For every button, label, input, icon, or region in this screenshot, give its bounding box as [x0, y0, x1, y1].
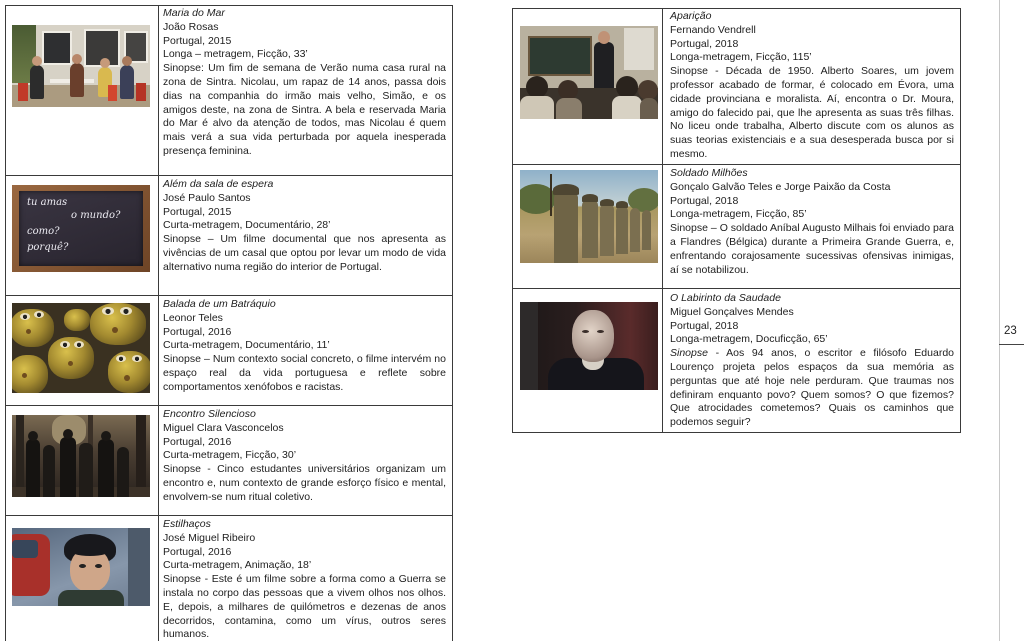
chair: [18, 83, 28, 101]
film-still-soldiers: [520, 170, 658, 263]
film-format: Longa-metragem, Ficção, 115’: [670, 51, 812, 64]
film-still-cell: [6, 516, 159, 641]
film-still-cell: [513, 289, 663, 432]
chalk-text: como?: [27, 226, 60, 237]
student: [526, 76, 548, 98]
fringe: [68, 542, 112, 556]
film-director: Miguel Clara Vasconcelos: [163, 421, 284, 434]
ceramic-frog: [48, 337, 94, 379]
synopsis-label: Sinopse: [670, 222, 708, 235]
film-still-forest-walk: [12, 415, 150, 497]
person: [43, 445, 55, 497]
film-country-year: Portugal, 2018: [670, 37, 739, 50]
tree: [16, 415, 24, 497]
film-synopsis: [670, 65, 954, 162]
chalkboard: [19, 191, 143, 266]
synopsis-label: Sinopse: [163, 463, 201, 476]
person: [120, 65, 134, 99]
chalk-text: tu amas: [27, 197, 68, 208]
soldier: [616, 206, 628, 254]
film-still-cell: [6, 406, 159, 515]
chalk-text: porquê?: [27, 242, 69, 253]
frog-eye: [74, 341, 84, 348]
frog-spot: [124, 375, 130, 381]
film-director: João Rosas: [163, 20, 219, 33]
soldier: [630, 208, 640, 252]
frog-eye: [132, 355, 142, 362]
film-country-year: Portugal, 2015: [163, 205, 232, 218]
head: [72, 54, 82, 64]
film-still-animated-boy: [12, 528, 150, 606]
student-shirt: [556, 98, 582, 119]
film-title: Balada de um Batráquio: [163, 298, 276, 310]
head: [32, 56, 42, 66]
film-still-ceramic-frogs: [12, 303, 150, 393]
synopsis-text: - Década de 1950. Alberto Soares, um jovem professor acabado de formar, é colocado em Évora, uma cidade provinciana e moralista. Aí, encontra o Dr. Moura, amigo do falecido pai, que lhe apresenta as suas três filhas. No liceu onde trabalha, Alberto discute com os alunos as suas teorias existenciais e a sua desesperada busca por si mesmo.: [670, 65, 954, 160]
eye: [95, 564, 102, 568]
person: [26, 439, 40, 497]
soldier: [642, 210, 651, 250]
head: [122, 56, 132, 66]
film-info: [159, 406, 452, 515]
helmet: [582, 194, 598, 202]
page-number-rule: [999, 344, 1024, 345]
film-title: O Labirinto da Saudade: [670, 292, 781, 304]
film-row-maria-do-mar: [6, 6, 452, 176]
frog-spot: [22, 373, 27, 378]
frog-spot: [26, 329, 31, 334]
car-window: [12, 540, 38, 558]
film-still-classroom: [520, 26, 658, 119]
synopsis-label: Sinopse: [163, 573, 201, 586]
eye: [582, 330, 589, 333]
head: [100, 58, 110, 68]
teacher-head: [598, 31, 610, 44]
film-info: [159, 516, 452, 641]
face: [572, 310, 614, 362]
window: [624, 28, 654, 70]
film-still-cell: [6, 176, 159, 295]
film-still-cell: [6, 296, 159, 405]
film-director: José Miguel Ribeiro: [163, 531, 256, 544]
film-director: José Paulo Santos: [163, 191, 251, 204]
head: [63, 429, 73, 439]
film-info: [663, 289, 960, 432]
chalk-text: o mundo?: [71, 210, 121, 221]
student-shirt: [612, 96, 642, 119]
film-info: [663, 165, 960, 288]
film-row-o-labirinto-da-saudade: [513, 289, 960, 432]
film-title: Maria do Mar: [163, 7, 225, 19]
film-synopsis: [670, 222, 954, 277]
frog-eye: [102, 307, 114, 315]
frog-eye: [116, 355, 126, 362]
film-director: Miguel Gonçalves Mendes: [670, 305, 794, 318]
film-still-cell: [6, 6, 159, 175]
wall: [520, 302, 538, 390]
film-title: Aparição: [670, 10, 712, 22]
helmet: [616, 201, 628, 208]
soldier: [600, 204, 614, 256]
film-table-left: [5, 5, 453, 641]
synopsis-label: Sinopse: [163, 353, 201, 366]
film-synopsis: [670, 347, 954, 430]
helmet: [600, 199, 614, 206]
blackboard: [528, 36, 592, 76]
rifle: [550, 174, 552, 216]
soldier: [554, 192, 578, 263]
film-info: [159, 6, 452, 175]
ceramic-frog: [64, 309, 90, 331]
film-title: Soldado Milhões: [670, 167, 748, 179]
synopsis-text: - Aos 94 anos, o escritor e filósofo Eduardo Lourenço projeta pelos espaços da sua memória as perguntas que até hoje nele perduram. Que traumas nos definiram enquanto povo? Quem somos? O que fizemos? Que atrocidades cometemos? Quais os caminhos que podemos seguir?: [670, 347, 954, 429]
synopsis-text: - Cinco estudantes universitários organizam um encontro e, num contexto de grande esforço físico e mental, envolvem-se num ritual coletivo.: [163, 463, 446, 503]
ceramic-frog: [108, 351, 150, 393]
film-synopsis: [163, 233, 446, 274]
film-format: Longa-metragem, Docuficção, 65’: [670, 333, 828, 346]
frog-eye: [60, 341, 70, 348]
film-synopsis: [163, 62, 446, 159]
frog-eye: [34, 311, 44, 318]
film-format: Curta-metragem, Documentário, 11’: [163, 339, 330, 352]
person: [79, 443, 93, 497]
helmet: [553, 184, 579, 195]
synopsis-label: Sinopse: [670, 65, 708, 78]
head: [101, 431, 111, 441]
film-still-maria-do-mar: [12, 25, 150, 107]
ceramic-frog: [90, 303, 146, 345]
synopsis-label: Sinopse: [670, 347, 708, 360]
synopsis-label: Sinopse: [163, 62, 201, 75]
ceramic-frog: [12, 309, 54, 347]
person: [70, 63, 84, 97]
film-country-year: Portugal, 2016: [163, 545, 232, 558]
synopsis-text: – Um filme documental que nos apresenta as vivências de um casal que optou por levar um modo de vida alternativo numa região do interior de Portugal.: [163, 233, 446, 273]
film-row-aparicao: [513, 9, 960, 165]
eye: [597, 330, 604, 333]
head: [28, 431, 38, 441]
film-still-cell: [513, 9, 663, 164]
window: [42, 31, 72, 65]
film-format: Curta-metragem, Animação, 18’: [163, 559, 312, 572]
frog-spot: [68, 361, 73, 366]
film-format: Curta-metragem, Documentário, 28’: [163, 219, 331, 232]
frog-eye: [20, 313, 30, 320]
film-row-estilhacos: [6, 516, 452, 641]
film-row-alem-da-sala-de-espera: [6, 176, 452, 296]
tree: [136, 415, 146, 497]
student-shirt: [520, 96, 554, 119]
shirt: [58, 590, 124, 606]
synopsis-text: – O soldado Aníbal Augusto Milhais foi enviado para a Flandres (Bélgica) durante a Primeira Grande Guerra, e, enfrentando corajosamente sucessivas ofensivas inimigas, aí se notabilizou.: [670, 222, 954, 276]
person: [60, 437, 76, 497]
film-format: Longa-metragem, Ficção, 85’: [670, 208, 807, 221]
film-synopsis: [163, 463, 446, 504]
film-row-balada-de-um-batraquio: [6, 296, 452, 406]
chair: [136, 83, 146, 101]
film-country-year: Portugal, 2018: [670, 319, 739, 332]
student: [616, 76, 638, 98]
chair: [108, 85, 117, 101]
teacher: [594, 42, 614, 92]
film-title: Estilhaços: [163, 518, 211, 530]
film-format: Curta-metragem, Ficção, 30’: [163, 449, 297, 462]
synopsis-text: - Este é um filme sobre a forma como a Guerra se instala no corpo das pessoas que a vivem olhos nos olhos. E, depois, a milhares de quilómetros e dezenas de anos decorridos, contamina, como um vírus, outros seres humanos.: [163, 573, 446, 641]
background-wall: [128, 528, 150, 606]
frog-eye: [120, 307, 132, 315]
film-info: [663, 9, 960, 164]
film-director: Gonçalo Galvão Teles e Jorge Paixão da Costa: [670, 180, 891, 193]
synopsis-text: – Num contexto social concreto, o filme intervém no espaço real da vida portuguesa e reflete sobre comportamentos xenófobos e racistas.: [163, 353, 446, 393]
film-country-year: Portugal, 2015: [163, 34, 232, 47]
film-country-year: Portugal, 2016: [163, 435, 232, 448]
page-gutter-line: [999, 0, 1000, 641]
person: [117, 447, 129, 497]
film-still-cell: [513, 165, 663, 288]
page-number: 23: [1004, 325, 1017, 337]
film-still-old-man-portrait: [520, 302, 658, 390]
person: [30, 65, 44, 99]
student: [558, 80, 578, 100]
synopsis-label: Sinopse: [163, 233, 201, 246]
film-format: Longa – metragem, Ficção, 33’: [163, 48, 308, 61]
soldier: [582, 200, 598, 258]
film-still-chalkboard: [12, 185, 150, 272]
film-synopsis: [163, 353, 446, 394]
film-row-soldado-milhoes: [513, 165, 960, 289]
film-country-year: Portugal, 2018: [670, 194, 739, 207]
film-director: Fernando Vendrell: [670, 23, 756, 36]
synopsis-text: : Um fim de semana de Verão numa casa rural na zona de Sintra. Nicolau, um rapaz de 14 anos, passa dois dias na companhia do irmão mais velho, Simão, e os amigos deste, na zona de Sintra. A bela e reservada Maria do Mar é alvo da atenção de todos, mas Nicolau é quem mais verá a sua vida perturbada por aquela inesperada presença feminina.: [163, 62, 446, 157]
student-shirt: [640, 98, 658, 119]
film-director: Leonor Teles: [163, 311, 223, 324]
eye: [79, 564, 86, 568]
film-synopsis: [163, 573, 446, 641]
film-country-year: Portugal, 2016: [163, 325, 232, 338]
film-row-encontro-silencioso: [6, 406, 452, 516]
film-info: [159, 296, 452, 405]
student: [638, 80, 658, 100]
person: [98, 439, 114, 497]
film-title: Encontro Silencioso: [163, 408, 256, 420]
film-table-right: [512, 8, 961, 433]
frog-spot: [112, 327, 118, 333]
film-info: [159, 176, 452, 295]
film-title: Além da sala de espera: [163, 178, 274, 190]
ceramic-frog: [12, 355, 48, 393]
